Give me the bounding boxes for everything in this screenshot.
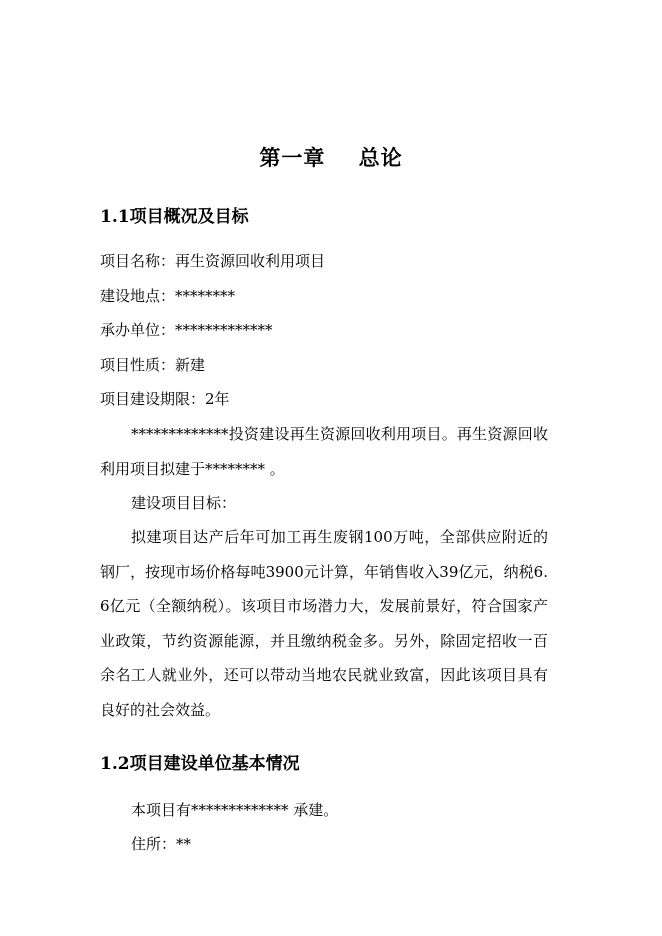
nature-line: 项目性质：新建 [100, 356, 206, 374]
goals-label: 建设项目目标： [131, 494, 237, 512]
chapter-title: 第一章 总论 [259, 145, 403, 170]
period-line: 项目建设期限：2年 [100, 390, 230, 408]
section-heading-1-2: 1.2项目建设单位基本情况 [100, 754, 300, 774]
organizer-line: 承办单位：************* [100, 321, 273, 339]
section-heading-1-1: 1.1项目概况及目标 [100, 207, 249, 227]
intro-paragraph: *************投资建设再生资源回收利用项目。再生资源回收利用项目拟建于******** 。 [100, 425, 548, 478]
address-line: 住所：** [131, 835, 192, 853]
project-name-line: 项目名称：再生资源回收利用项目 [100, 252, 326, 270]
location-line: 建设地点：******** [100, 287, 236, 305]
builder-line: 本项目有************* 承建。 [131, 801, 339, 819]
goals-paragraph: 拟建项目达产后年可加工再生废钢100万吨，全部供应附近的钢厂，按现市场价格每吨3900元计算，年销售收入39亿元，纳税6.6亿元（全额纳税）。该项目市场潜力大，发展前景好，符合国家产业政策，节约资源能源，并且缴纳税金多。另外，除固定招收一百余名工人就业外，还可以带动当地农民就业致富，因此该项目具有良好的社会效益。 [100, 528, 548, 719]
